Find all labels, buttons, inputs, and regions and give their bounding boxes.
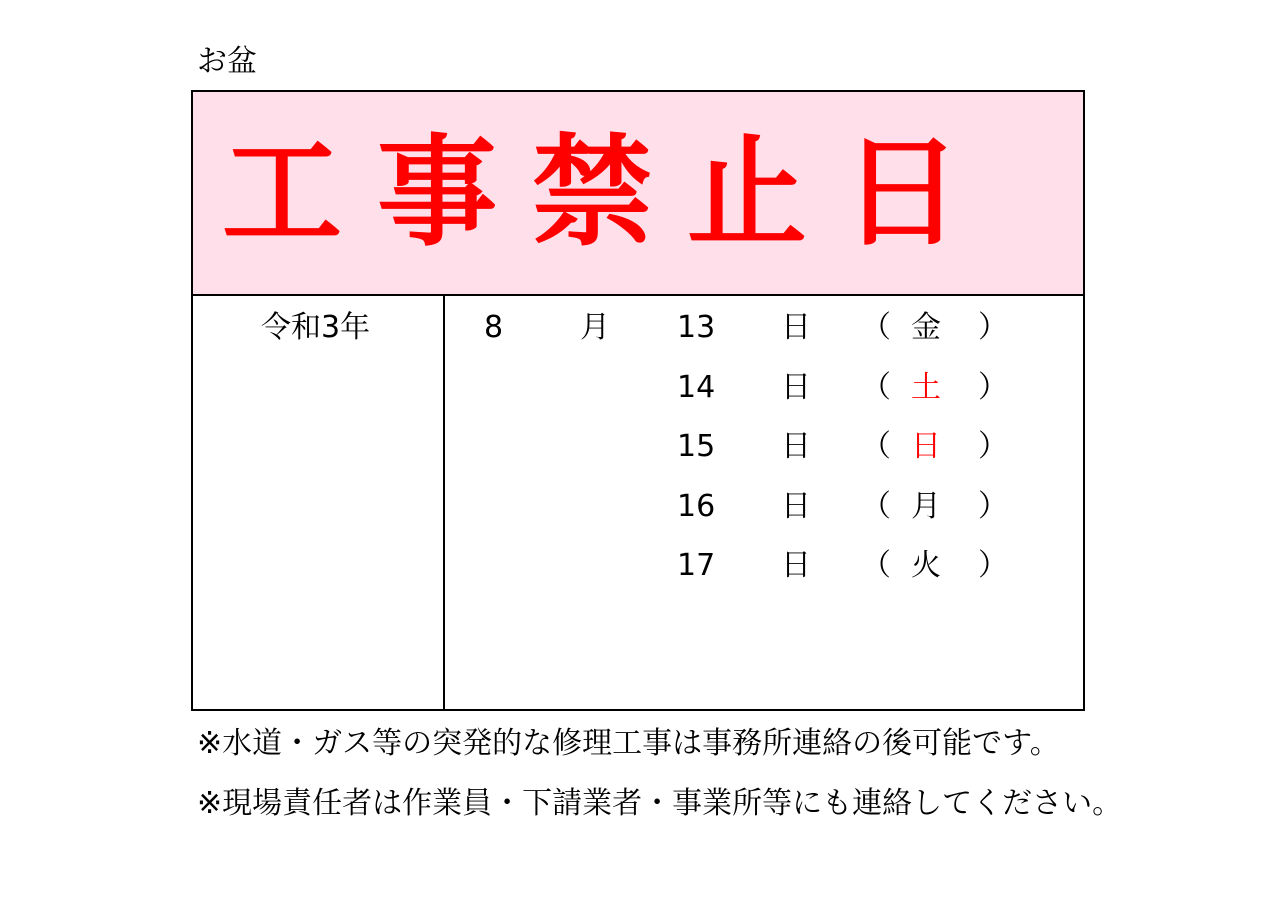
paren-close: ） (978, 548, 1008, 583)
day-number: 15 (677, 429, 716, 464)
paren-close: ） (978, 429, 1008, 464)
paren-open: （ (861, 370, 891, 405)
weekday: 日 (911, 429, 941, 464)
era-year: 令和3年 (261, 310, 371, 345)
day-unit: 日 (781, 370, 811, 405)
day-unit: 日 (781, 310, 811, 345)
header-label: お盆 (197, 44, 257, 79)
banner-char: 日 (842, 124, 962, 263)
day-number: 16 (677, 489, 716, 524)
column-divider (443, 296, 445, 709)
banner-char: 禁 (532, 124, 652, 263)
paren-close: ） (978, 370, 1008, 405)
banner-char: 止 (687, 124, 807, 263)
banner (193, 92, 1083, 296)
month-number: 8 (484, 310, 504, 345)
weekday: 火 (911, 548, 941, 583)
paren-open: （ (861, 489, 891, 524)
day-unit: 日 (781, 429, 811, 464)
paren-close: ） (978, 489, 1008, 524)
month-unit: 月 (580, 310, 610, 345)
paren-close: ） (978, 310, 1008, 345)
banner-char: 工 (222, 124, 342, 263)
weekday: 月 (911, 489, 941, 524)
day-number: 17 (677, 548, 716, 583)
day-unit: 日 (781, 489, 811, 524)
note-2: ※現場責任者は作業員・下請業者・事業所等にも連絡してください。 (197, 786, 1123, 821)
weekday: 土 (911, 370, 941, 405)
day-unit: 日 (781, 548, 811, 583)
notice-table (191, 90, 1085, 711)
day-number: 14 (677, 370, 716, 405)
paren-open: （ (861, 310, 891, 345)
paren-open: （ (861, 548, 891, 583)
banner-char: 事 (377, 124, 497, 263)
note-1: ※水道・ガス等の突発的な修理工事は事務所連絡の後可能です。 (197, 726, 1060, 761)
day-number: 13 (677, 310, 716, 345)
weekday: 金 (911, 310, 941, 345)
paren-open: （ (861, 429, 891, 464)
